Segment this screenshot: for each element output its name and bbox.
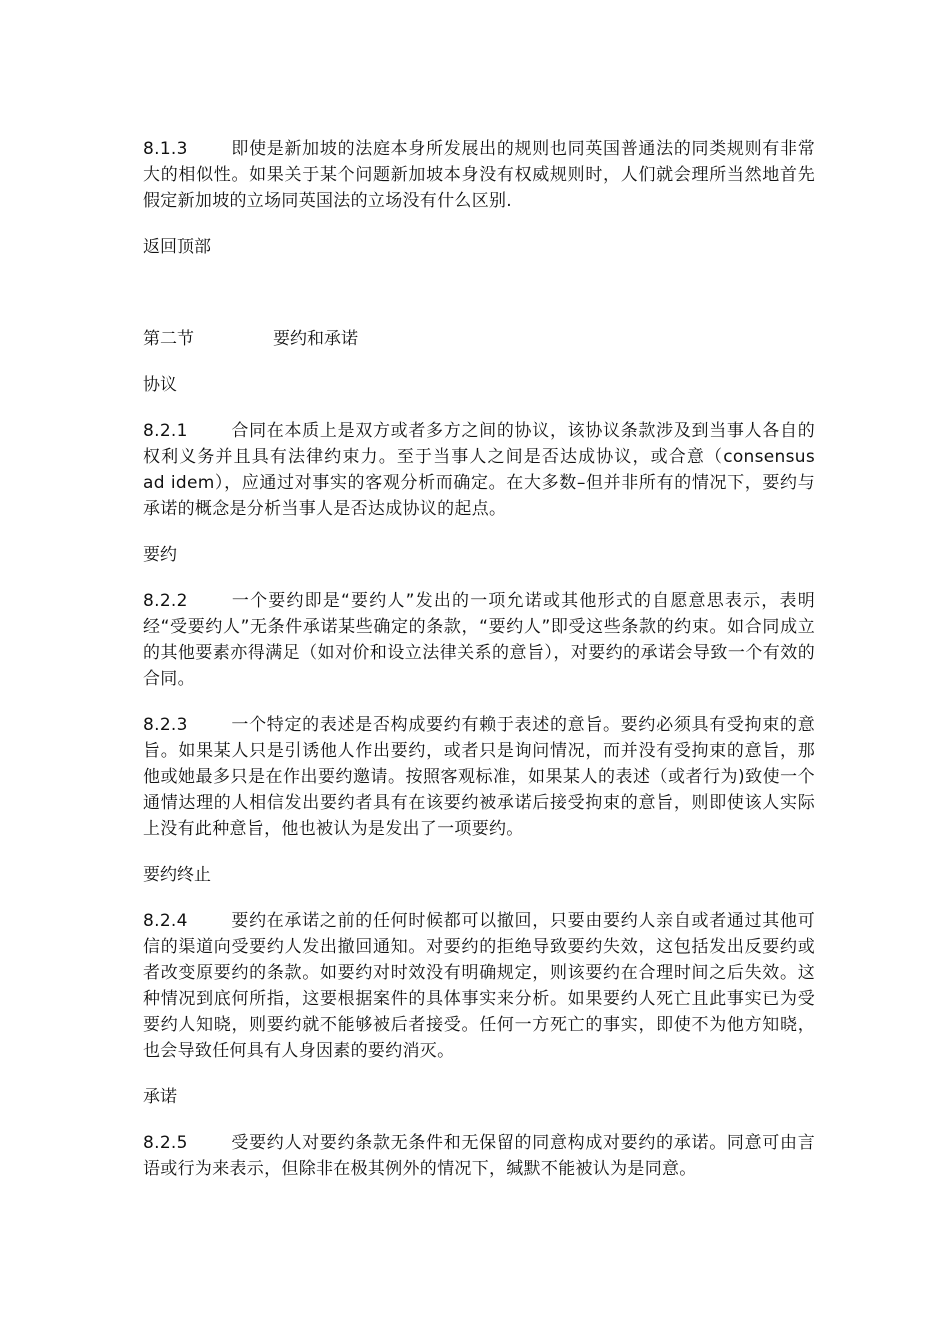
section-name: 要约和承诺 — [273, 329, 358, 349]
paragraph-number: 8.1.3 — [143, 139, 188, 159]
document-page — [143, 136, 815, 1202]
paragraph-8-2-5 — [143, 1130, 815, 1182]
section-number: 第二节 — [143, 329, 194, 349]
paragraph-number: 8.2.2 — [143, 591, 188, 611]
paragraph-8-2-1 — [143, 418, 815, 522]
paragraph-number: 8.2.3 — [143, 715, 188, 735]
paragraph-8-1-3 — [143, 136, 815, 214]
paragraph-text: 一个要约即是“要约人”发出的一项允诺或其他形式的自愿意思表示，表明经“受要约人”无条件承诺某些确定的条款，“要约人”即受这些条款的约束。如合同成立的其他要素亦得满足（如对价和设立法律关系的意旨），对要约的承诺会导致一个有效的合同。 — [143, 591, 815, 689]
paragraph-number: 8.2.5 — [143, 1133, 188, 1153]
paragraph-text: 受要约人对要约条款无条件和无保留的同意构成对要约的承诺。同意可由言语或行为来表示，但除非在极其例外的情况下，缄默不能被认为是同意。 — [143, 1133, 815, 1179]
heading-offer: 要约 — [143, 545, 177, 565]
paragraph-8-2-4 — [143, 908, 815, 1064]
heading-agreement: 协议 — [143, 375, 177, 395]
paragraph-text: 即使是新加坡的法庭本身所发展出的规则也同英国普通法的同类规则有非常大的相似性。如果关于某个问题新加坡本身没有权威规则时，人们就会理所当然地首先假定新加坡的立场同英国法的立场没有什么区别. — [143, 139, 815, 211]
paragraph-number: 8.2.4 — [143, 911, 188, 931]
paragraph-text: 要约在承诺之前的任何时候都可以撤回，只要由要约人亲自或者通过其他可信的渠道向受要约人发出撤回通知。对要约的拒绝导致要约失效，这包括发出反要约或者改变原要约的条款。如要约对时效没有明确规定，则该要约在合理时间之后失效。这种情况到底何所指，这要根据案件的具体事实来分析。如果要约人死亡且此事实已为受要约人知晓，则要约就不能够被后者接受。任何一方死亡的事实，即使不为他方知晓，也会导致任何具有人身因素的要约消灭。 — [143, 911, 815, 1061]
heading-acceptance: 承诺 — [143, 1087, 177, 1107]
paragraph-number: 8.2.1 — [143, 421, 188, 441]
heading-offer-termination: 要约终止 — [143, 865, 211, 885]
paragraph-text: 合同在本质上是双方或者多方之间的协议，该协议条款涉及到当事人各自的权利义务并且具有法律约束力。至于当事人之间是否达成协议，或合意（consensus ad idem），应通过对事实的客观分析而确定。在大多数–但并非所有的情况下，要约与承诺的概念是分析当事人是否达成协议的起点。 — [143, 421, 815, 519]
paragraph-8-2-3 — [143, 712, 815, 842]
back-to-top-link[interactable]: 返回顶部 — [143, 237, 211, 257]
paragraph-8-2-2 — [143, 588, 815, 692]
section-title — [143, 326, 815, 352]
paragraph-text: 一个特定的表述是否构成要约有赖于表述的意旨。要约必须具有受拘束的意旨。如果某人只是引诱他人作出要约，或者只是询问情况，而并没有受拘束的意旨，那他或她最多只是在作出要约邀请。按照客观标准，如果某人的表述（或者行为)致使一个通情达理的人相信发出要约者具有在该要约被承诺后接受拘束的意旨，则即使该人实际上没有此种意旨，他也被认为是发出了一项要约。 — [143, 715, 815, 839]
